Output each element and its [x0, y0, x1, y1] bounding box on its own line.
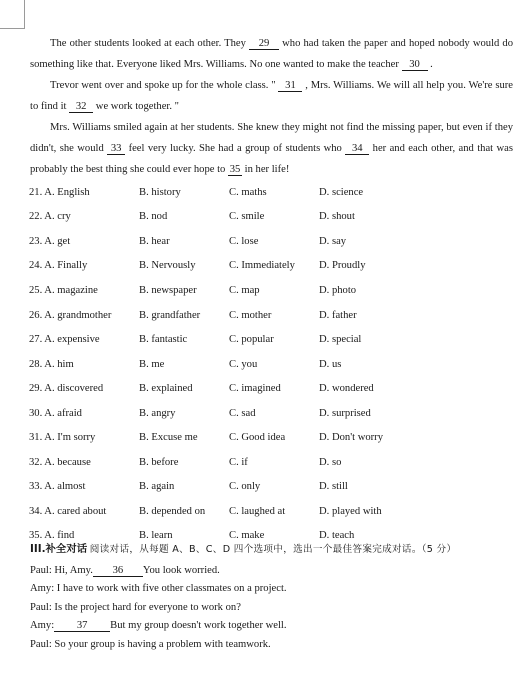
blank-29: 29	[249, 38, 279, 50]
option-b: B. depended on	[139, 505, 206, 517]
passage-paragraph-1	[30, 33, 513, 75]
option-c: C. you	[229, 358, 258, 370]
option-c: C. sad	[229, 407, 256, 419]
section-title: III.补全对话	[30, 543, 88, 555]
question-row	[29, 229, 519, 254]
question-row	[29, 205, 519, 230]
option-b: B. nod	[139, 211, 168, 223]
blank-36: 36	[93, 565, 143, 577]
option-b: B. angry	[139, 407, 176, 419]
passage-text: , Mrs. Williams. We will all help you. We're sure to find it	[30, 80, 513, 112]
option-d: D. us	[319, 358, 342, 370]
option-b: B. grandfather	[139, 309, 201, 321]
dialog-line	[30, 562, 513, 580]
option-c: C. make	[229, 530, 265, 542]
dialog-list	[30, 562, 513, 654]
section-heading	[30, 541, 456, 558]
option-b: B. learn	[139, 530, 173, 542]
passage-paragraph-2	[30, 75, 513, 117]
question-options-list	[29, 180, 519, 548]
blank-35: 35	[229, 164, 241, 175]
option-d: D. so	[319, 456, 342, 468]
passage-text: feel very lucky. She had a group of students who	[125, 143, 346, 154]
option-b: B. Excuse me	[139, 432, 198, 444]
option-c: C. Good idea	[229, 432, 286, 444]
dialog-text: Paul: Is the project hard for everyone to work on?	[30, 601, 241, 613]
option-b: B. history	[139, 186, 181, 198]
blank-37: 37	[54, 620, 110, 632]
option-d: D. special	[319, 334, 362, 346]
passage-text: Mrs. Williams smiled again at her students. She knew they might not find the missing paper, but even if they didn't, she would	[30, 122, 513, 154]
option-c: C. laughed at	[229, 505, 286, 517]
option-d: D. still	[319, 481, 348, 493]
option-a: 30. A. afraid	[29, 407, 82, 419]
option-a: 28. A. him	[29, 358, 74, 370]
option-a: 29. A. discovered	[29, 383, 104, 395]
option-d: D. teach	[319, 530, 355, 542]
option-c: C. maths	[229, 186, 267, 198]
dialog-text: But my group doesn't work together well.	[110, 620, 287, 632]
dialog-line	[30, 617, 513, 635]
option-d: D. shout	[319, 211, 355, 223]
option-a: 34. A. cared about	[29, 505, 107, 517]
option-c: C. lose	[229, 235, 259, 247]
option-a: 33. A. almost	[29, 481, 86, 493]
question-row	[29, 303, 519, 328]
passage-text: Trevor went over and spoke up for the whole class. "	[50, 80, 279, 91]
dialog-text: Amy: I have to work with five other classmates on a project.	[30, 583, 287, 595]
option-c: C. Immediately	[229, 260, 295, 272]
option-d: D. science	[319, 186, 364, 198]
option-d: D. Don't worry	[319, 432, 383, 444]
option-c: C. only	[229, 481, 261, 493]
question-row	[29, 376, 519, 401]
option-b: B. explained	[139, 383, 193, 395]
option-d: D. surprised	[319, 407, 371, 419]
option-a: 23. A. get	[29, 235, 71, 247]
option-c: C. mother	[229, 309, 272, 321]
option-a: 32. A. because	[29, 456, 91, 468]
blank-32: 32	[69, 101, 93, 113]
dialog-text: You look worried.	[142, 565, 220, 576]
question-row	[29, 425, 519, 450]
option-c: C. imagined	[229, 383, 281, 395]
option-a: 24. A. Finally	[29, 260, 88, 272]
option-d: D. wondered	[319, 383, 374, 395]
option-c: C. map	[229, 284, 260, 296]
option-a: 27. A. expensive	[29, 334, 100, 346]
page-corner-mark	[0, 0, 25, 29]
passage-text: who had taken the paper and hoped nobody would do something like that. Everyone liked Mrs. Williams. No one wanted to make the teacher	[30, 38, 513, 70]
option-a: 26. A. grandmother	[29, 309, 112, 321]
dialog-text: Paul: So your group is having a problem with teamwork.	[30, 638, 271, 650]
question-row	[29, 475, 519, 500]
passage-text: her and each other, and that was probably the best thing she could ever hope to	[30, 143, 513, 175]
option-b: B. hear	[139, 235, 170, 247]
option-b: B. again	[139, 481, 175, 493]
passage-text: .	[427, 59, 433, 70]
passage-paragraph-3	[30, 117, 513, 180]
option-a: 25. A. magazine	[29, 284, 98, 296]
option-c: C. if	[229, 456, 248, 468]
option-a: 31. A. I'm sorry	[29, 432, 96, 444]
dialog-text: Paul: Hi, Amy.	[30, 565, 93, 576]
option-d: D. Proudly	[319, 260, 366, 272]
blank-33: 33	[107, 143, 125, 155]
option-a: 35. A. find	[29, 530, 75, 542]
option-d: D. say	[319, 235, 347, 247]
option-d: D. father	[319, 309, 357, 321]
question-row	[29, 450, 519, 475]
dialog-text: Amy:	[30, 620, 55, 632]
question-row	[29, 327, 519, 352]
option-a: 22. A. cry	[29, 211, 71, 223]
dialog-line	[30, 580, 513, 598]
option-c: C. popular	[229, 334, 274, 346]
option-d: D. played with	[319, 505, 382, 517]
blank-34: 34	[345, 143, 369, 155]
question-row	[29, 499, 519, 524]
question-row	[29, 352, 519, 377]
option-b: B. fantastic	[139, 334, 188, 346]
passage-text: we work together. "	[93, 101, 179, 112]
question-row	[29, 180, 519, 205]
dialog-line	[30, 599, 513, 617]
section-instruction: 阅读对话，从每题 A、B、C、D 四个选项中，选出一个最佳答案完成对话。（5 分）	[89, 544, 457, 555]
question-row	[29, 254, 519, 279]
blank-31: 31	[278, 80, 302, 92]
passage-text: The other students looked at each other. They	[50, 38, 250, 49]
option-b: B. me	[139, 358, 165, 370]
blank-30: 30	[402, 59, 428, 71]
question-row	[29, 401, 519, 426]
option-d: D. photo	[319, 284, 357, 296]
option-b: B. newspaper	[139, 284, 197, 296]
option-c: C. smile	[229, 211, 265, 223]
question-row	[29, 278, 519, 303]
option-b: B. Nervously	[139, 260, 196, 272]
option-b: B. before	[139, 456, 179, 468]
passage-text: in her life!	[242, 164, 290, 175]
option-a: 21. A. English	[29, 186, 90, 198]
dialog-line	[30, 636, 513, 654]
